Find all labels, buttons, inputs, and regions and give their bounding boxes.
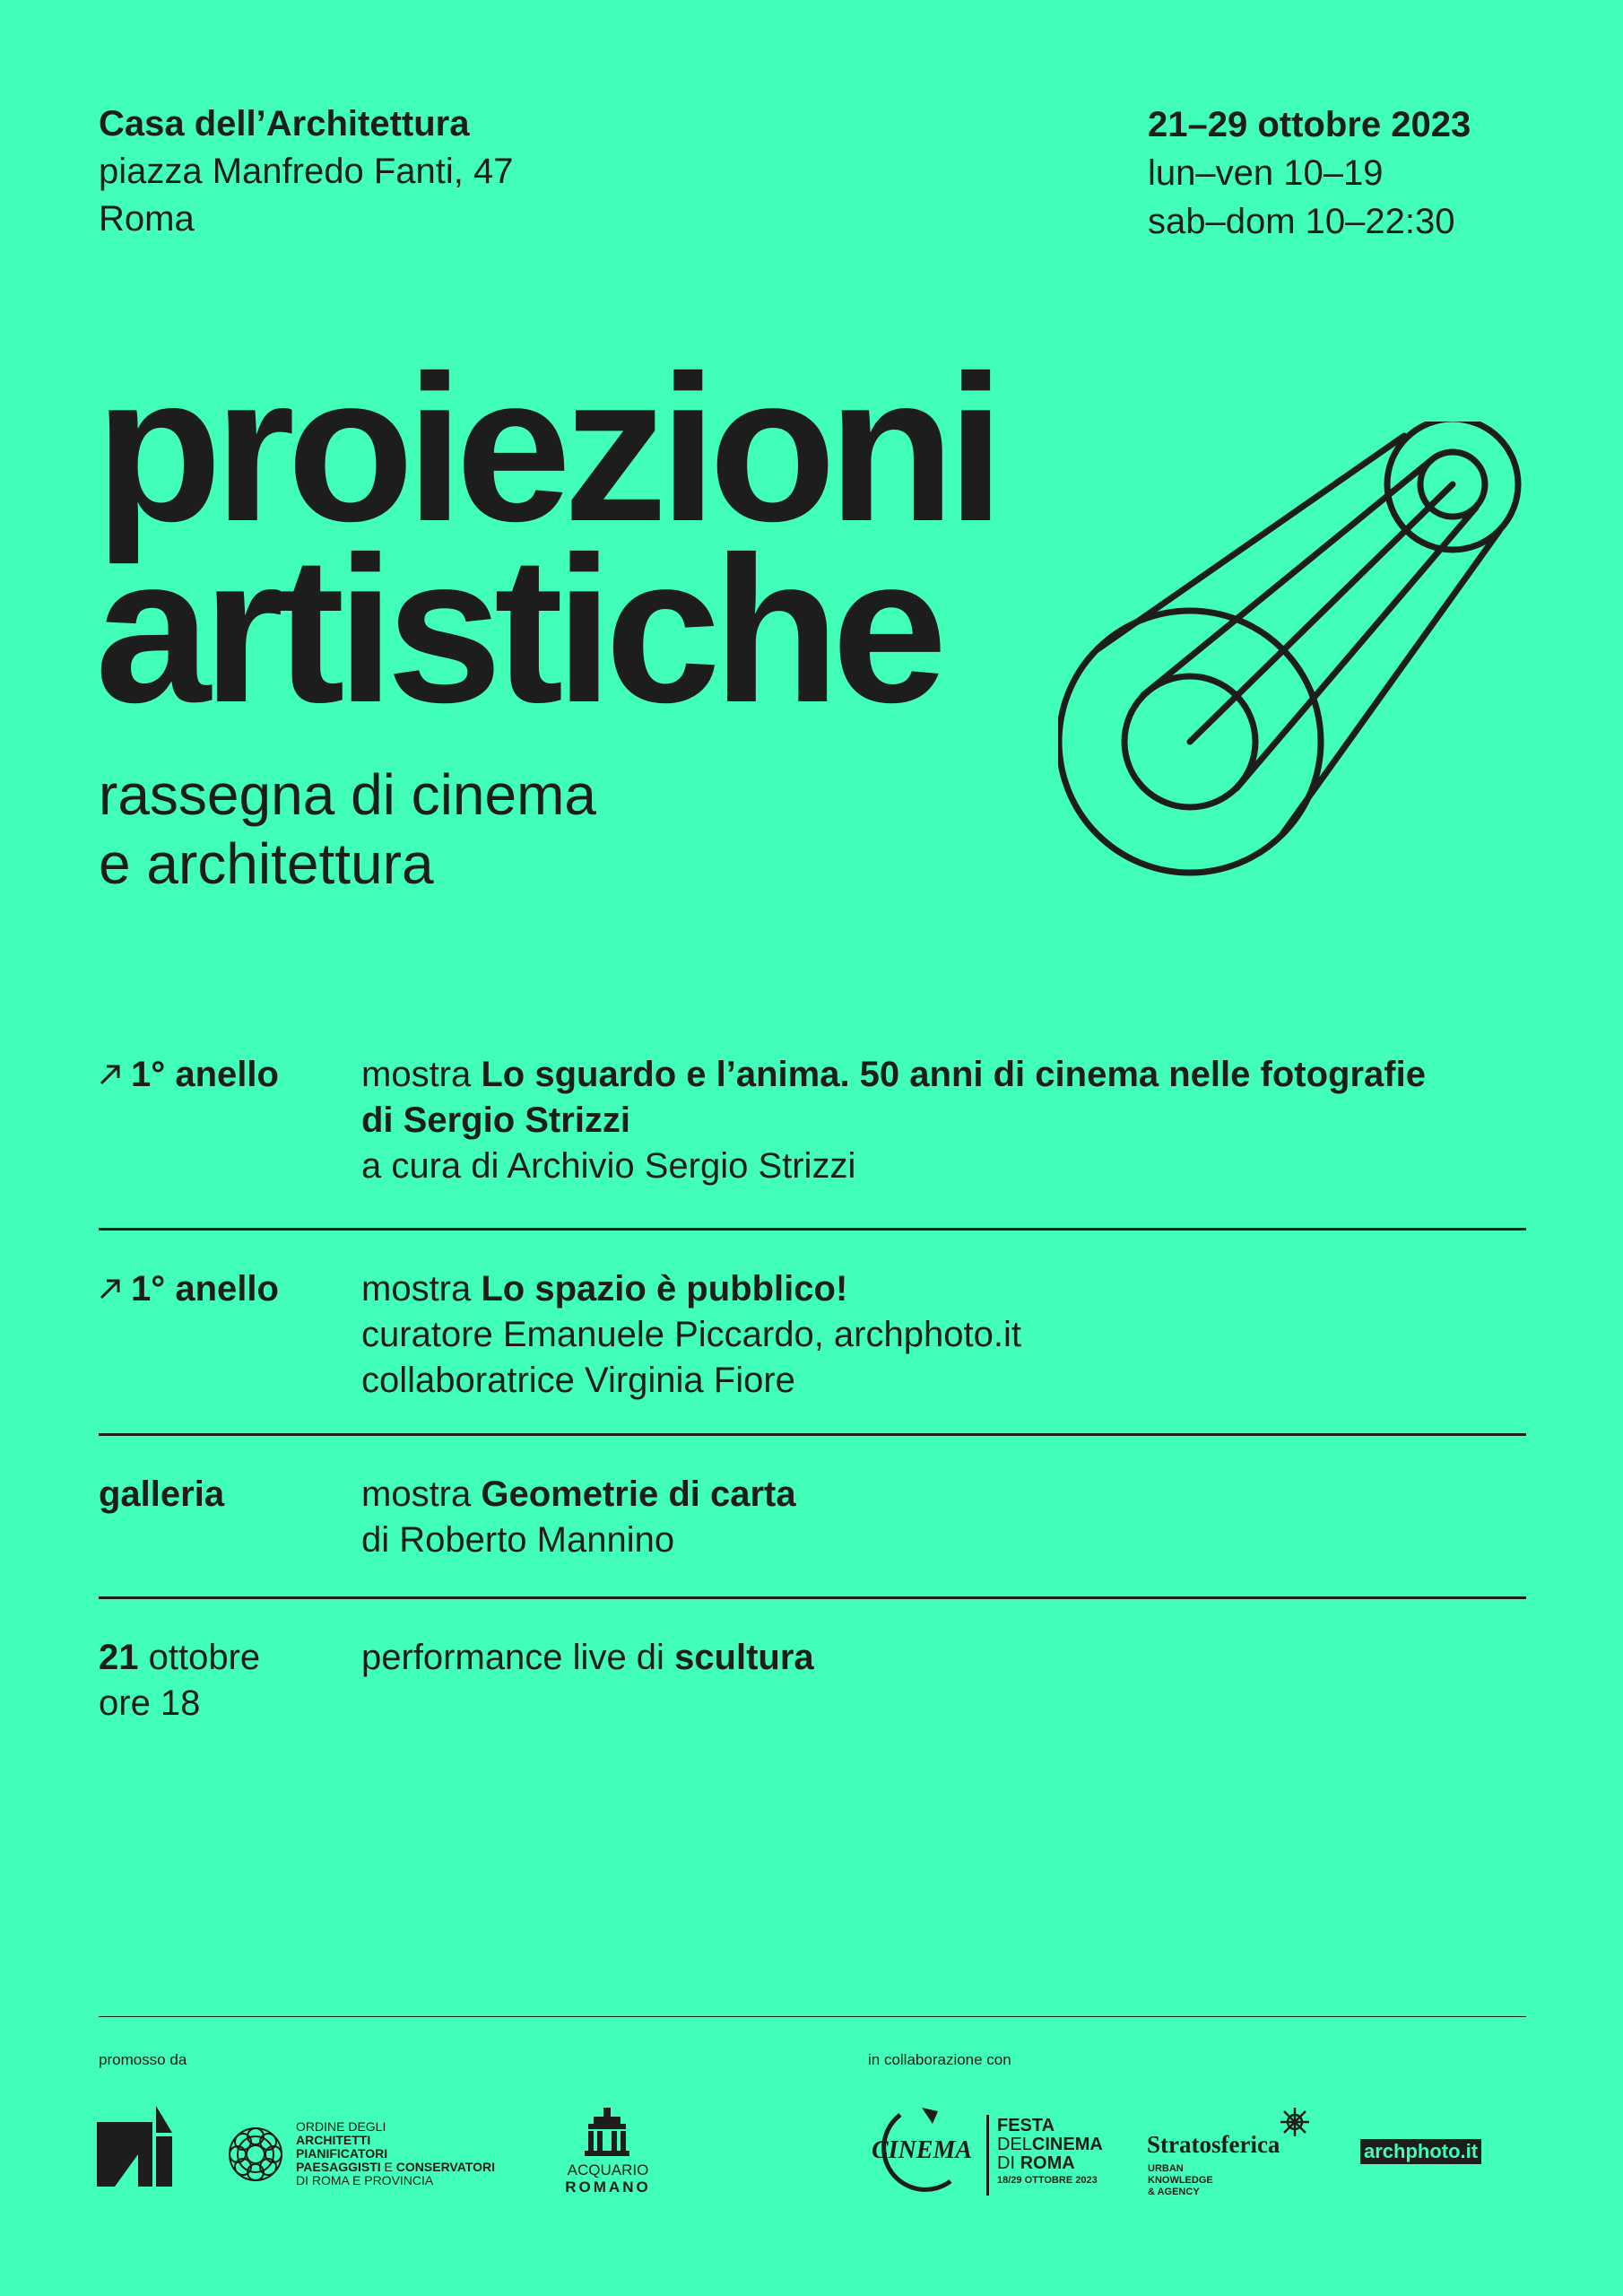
exhibition-credit: a cura di Archivio Sergio Strizzi [361,1146,856,1186]
exhibition-kind: mostra [361,1055,472,1094]
weekend-hours: sab–dom 10–22:30 [1148,202,1455,241]
performance-time: ore 18 [99,1683,201,1723]
row-1-details [361,1052,1518,1189]
performance-details [361,1635,1518,1681]
schedule-block [1148,100,1471,246]
venue-city: Roma [99,199,195,239]
row-1-location: 1° anello [99,1052,279,1098]
main-title [95,333,997,746]
exhibition-author: di Roberto Mannino [361,1520,675,1560]
subtitle [99,761,596,899]
archphoto-logo: archphoto.it [1360,2139,1481,2164]
exhibition-kind: mostra [361,1269,472,1309]
title-line-1: proiezioni [95,333,997,565]
exhibition-title: Lo sguardo e l’anima. 50 anni di cinema nelle fotografie [481,1055,1426,1094]
exhibition-title: Geometrie di carta [481,1474,796,1514]
cinema-wordmark: CINEMA [872,2136,973,2164]
collab-label: in collaborazione con [868,2051,1011,2068]
weekday-hours: lun–ven 10–19 [1148,153,1384,193]
performance-month: ottobre [148,1638,261,1677]
film-reel-projector-icon [1058,422,1524,888]
acquario-romano-building-icon [585,2108,629,2156]
exhibition-collaborator: collaboratrice Virginia Fiore [361,1361,795,1400]
casa-architettura-logo-icon [97,2106,174,2199]
venue-name: Casa dell’Architettura [99,104,470,144]
exhibition-curator: curatore Emanuele Piccardo, archphoto.it [361,1315,1021,1354]
exhibition-title-cont: di Sergio Strizzi [361,1100,631,1140]
arrow-up-right-icon [99,1052,124,1098]
arrow-up-right-icon [99,1266,124,1312]
performance-subject: scultura [674,1638,814,1677]
festa-divider [986,2115,989,2196]
performance-date [99,1635,260,1726]
performance-day: 21 [99,1638,139,1677]
festa-logo-text: FESTA DELCINEMA DI ROMA 18/29 OTTOBRE 2023 [997,2116,1103,2186]
snowflake-icon [1279,2106,1311,2138]
divider [99,1433,1526,1436]
row-3-details [361,1472,1518,1563]
row-2-location: 1° anello [99,1266,279,1312]
stratosferica-tagline: URBAN KNOWLEDGE & AGENCY [1148,2163,1213,2197]
exhibition-title: Lo spazio è pubblico! [481,1269,848,1309]
title-line-2: artistiche [95,514,940,746]
divider [99,1596,1526,1599]
subtitle-line-2: e architettura [99,831,434,896]
divider [99,1228,1526,1231]
venue-address: piazza Manfredo Fanti, 47 [99,152,514,191]
ordine-architetti-logo-icon [227,2126,284,2183]
acquario-romano-logo-text: ACQUARIO ROMANO [565,2161,651,2196]
stratosferica-wordmark: Stratosferica [1147,2131,1280,2158]
promoted-label: promosso da [99,2051,187,2068]
festa-cinema-logo-icon [864,2102,988,2197]
subtitle-line-1: rassegna di cinema [99,762,596,827]
date-range: 21–29 ottobre 2023 [1148,105,1471,144]
exhibition-kind: mostra [361,1474,472,1514]
footer-divider [99,2016,1526,2017]
row-2-details [361,1266,1518,1404]
ordine-logo-text: ORDINE DEGLI ARCHITETTI PIANIFICATORI PAESAGGISTI E CONSERVATORI DI ROMA E PROVINCIA [296,2119,495,2187]
row-3-location: galleria [99,1474,225,1514]
performance-text: performance live di [361,1638,664,1677]
venue-block [99,100,513,243]
